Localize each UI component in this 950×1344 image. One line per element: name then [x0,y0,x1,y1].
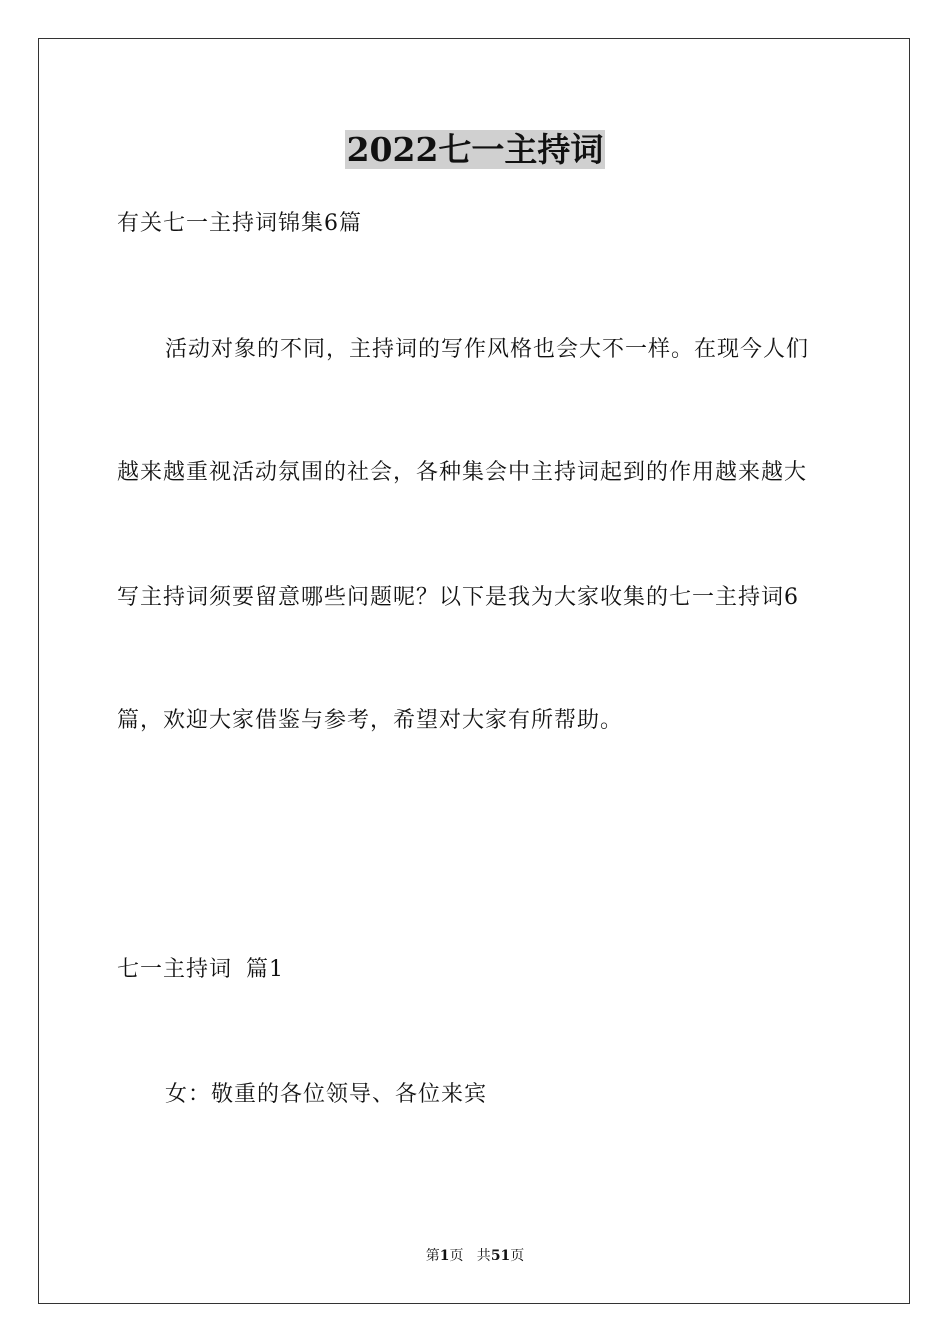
footer-page-number: 1 [439,1248,450,1264]
intro-line-2: 越来越重视活动氛围的社会，各种集会中主持词起到的作用越来越大 [117,460,808,485]
document-subtitle: 有关七一主持词锦集6篇 [117,211,362,236]
intro-line-1: 活动对象的不同，主持词的写作风格也会大不一样。在现今人们 [165,337,810,362]
document-title [0,128,950,172]
intro-line-3: 写主持词须要留意哪些问题呢？以下是我为大家收集的七一主持词6 [117,585,799,610]
footer-total-pages: 51 [490,1248,511,1264]
section-first-line: 女：敬重的各位领导、各位来宾 [165,1082,488,1107]
footer-total-suffix: 页 [510,1248,525,1264]
footer-prefix: 第 [425,1248,440,1264]
document-title-text: 2022七一主持词 [346,130,604,169]
intro-line-4: 篇，欢迎大家借鉴与参考，希望对大家有所帮助。 [117,708,624,733]
footer-page-suffix: 页 共 [449,1248,491,1264]
page-footer [0,1247,950,1265]
section-heading [117,955,284,985]
section-number: 篇1 [246,957,285,982]
section-heading-text: 七一主持词 [117,957,233,982]
